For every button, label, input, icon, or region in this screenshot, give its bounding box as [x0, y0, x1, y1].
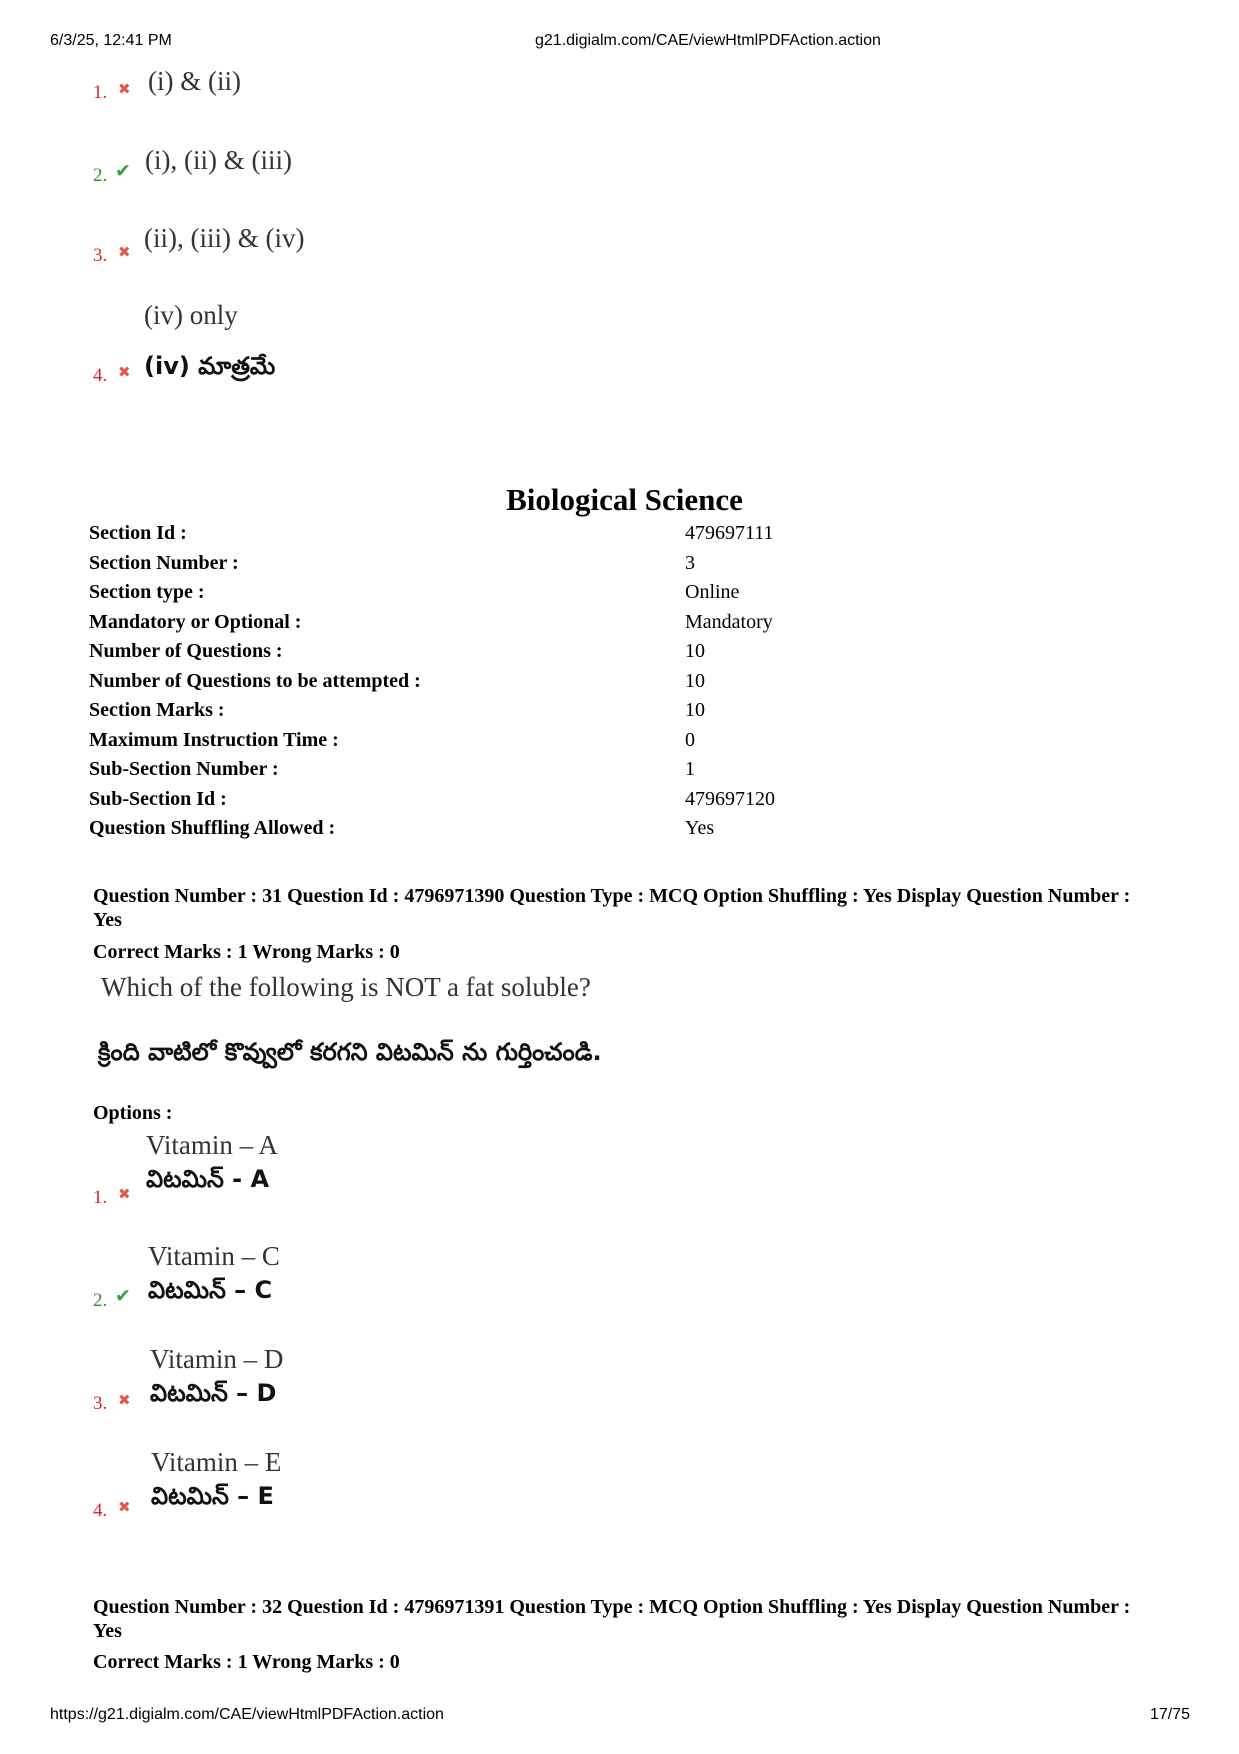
info-label: Section Marks : — [89, 699, 225, 721]
info-label: Section Number : — [89, 551, 239, 574]
info-value: 10 — [685, 640, 705, 662]
question-text-telugu: క్రింది వాటిలో కొవ్వులో కరగని విటమిన్ ను గుర్తించండి. — [98, 1038, 602, 1066]
info-row — [89, 758, 809, 788]
check-icon: ✔ — [115, 160, 131, 182]
info-row — [89, 552, 809, 582]
page-number: 17/75 — [1150, 1706, 1191, 1723]
info-label: Sub-Section Number : — [89, 758, 279, 780]
footer-url: https://g21.digialm.com/CAE/viewHtmlPDFAction.action — [50, 1706, 444, 1723]
info-value: 1 — [685, 758, 695, 780]
cross-icon: ✖ — [118, 80, 131, 98]
cross-icon: ✖ — [118, 363, 131, 381]
info-label: Maximum Instruction Time : — [89, 728, 339, 751]
question-marks: Correct Marks : 1 Wrong Marks : 0 — [93, 941, 400, 963]
option-number: 3. — [93, 245, 108, 266]
info-value: 0 — [685, 728, 695, 751]
option-text: (iv) only — [144, 300, 238, 330]
info-row — [89, 699, 809, 729]
option-number: 4. — [93, 1500, 108, 1521]
info-row — [89, 729, 809, 759]
cross-icon: ✖ — [118, 1498, 131, 1516]
info-value: Online — [685, 581, 740, 603]
info-row — [89, 581, 809, 611]
info-label: Sub-Section Id : — [89, 787, 227, 810]
info-value: 479697120 — [685, 787, 775, 810]
info-row — [89, 788, 809, 818]
option-number: 3. — [93, 1393, 108, 1414]
info-label: Number of Questions : — [89, 640, 283, 662]
section-info-table — [89, 522, 809, 847]
info-label: Question Shuffling Allowed : — [89, 817, 336, 839]
info-row — [89, 817, 809, 847]
question-meta: Question Number : 32 Question Id : 4796971391 Question Type : MCQ Option Shuffling : Yes Display Question Number : Yes — [93, 1596, 1131, 1642]
option-number: 2. — [93, 165, 108, 186]
option-text: Vitamin – E — [151, 1447, 282, 1477]
check-icon: ✔ — [115, 1285, 131, 1307]
question-text: Which of the following is NOT a fat soluble? — [101, 972, 591, 1002]
info-value: Yes — [685, 817, 715, 839]
info-value: 10 — [685, 669, 705, 692]
option-text: Vitamin – C — [148, 1241, 280, 1271]
info-row — [89, 611, 809, 641]
print-url: g21.digialm.com/CAE/viewHtmlPDFAction.action — [535, 32, 881, 49]
option-text: (i) & (ii) — [148, 66, 241, 96]
option-number: 1. — [93, 1187, 108, 1208]
info-value: 10 — [685, 699, 705, 721]
question-meta: Question Number : 31 Question Id : 4796971390 Question Type : MCQ Option Shuffling : Yes Display Question Number : Yes — [93, 885, 1131, 931]
option-number: 4. — [93, 365, 108, 386]
info-value: 3 — [685, 551, 695, 574]
option-text: (i), (ii) & (iii) — [145, 145, 292, 175]
info-row — [89, 670, 809, 700]
question-marks: Correct Marks : 1 Wrong Marks : 0 — [93, 1651, 400, 1673]
info-label: Mandatory or Optional : — [89, 610, 302, 633]
option-text-telugu: విటమిన్ - A — [146, 1165, 270, 1193]
option-text: Vitamin – D — [150, 1344, 284, 1374]
info-label: Section Id : — [89, 522, 187, 544]
cross-icon: ✖ — [118, 243, 131, 261]
print-datetime: 6/3/25, 12:41 PM — [50, 32, 172, 49]
section-title: Biological Science — [506, 482, 743, 517]
info-value: 479697111 — [685, 522, 774, 544]
info-row — [89, 522, 809, 552]
option-text-telugu: విటమిన్ – E — [151, 1482, 274, 1510]
option-text-telugu: (iv) మాత్రమే — [144, 352, 276, 380]
option-text: (ii), (iii) & (iv) — [144, 223, 305, 253]
option-number: 2. — [93, 1290, 108, 1311]
cross-icon: ✖ — [118, 1185, 131, 1203]
info-row — [89, 640, 809, 670]
info-label: Section type : — [89, 581, 205, 603]
option-text: Vitamin – A — [146, 1130, 278, 1160]
cross-icon: ✖ — [118, 1391, 131, 1409]
info-label: Number of Questions to be attempted : — [89, 669, 421, 692]
info-value: Mandatory — [685, 610, 773, 633]
option-text-telugu: విటమిన్ – D — [150, 1379, 277, 1407]
option-number: 1. — [93, 82, 108, 103]
options-label: Options : — [93, 1102, 173, 1124]
option-text-telugu: విటమిన్ – C — [148, 1276, 273, 1304]
